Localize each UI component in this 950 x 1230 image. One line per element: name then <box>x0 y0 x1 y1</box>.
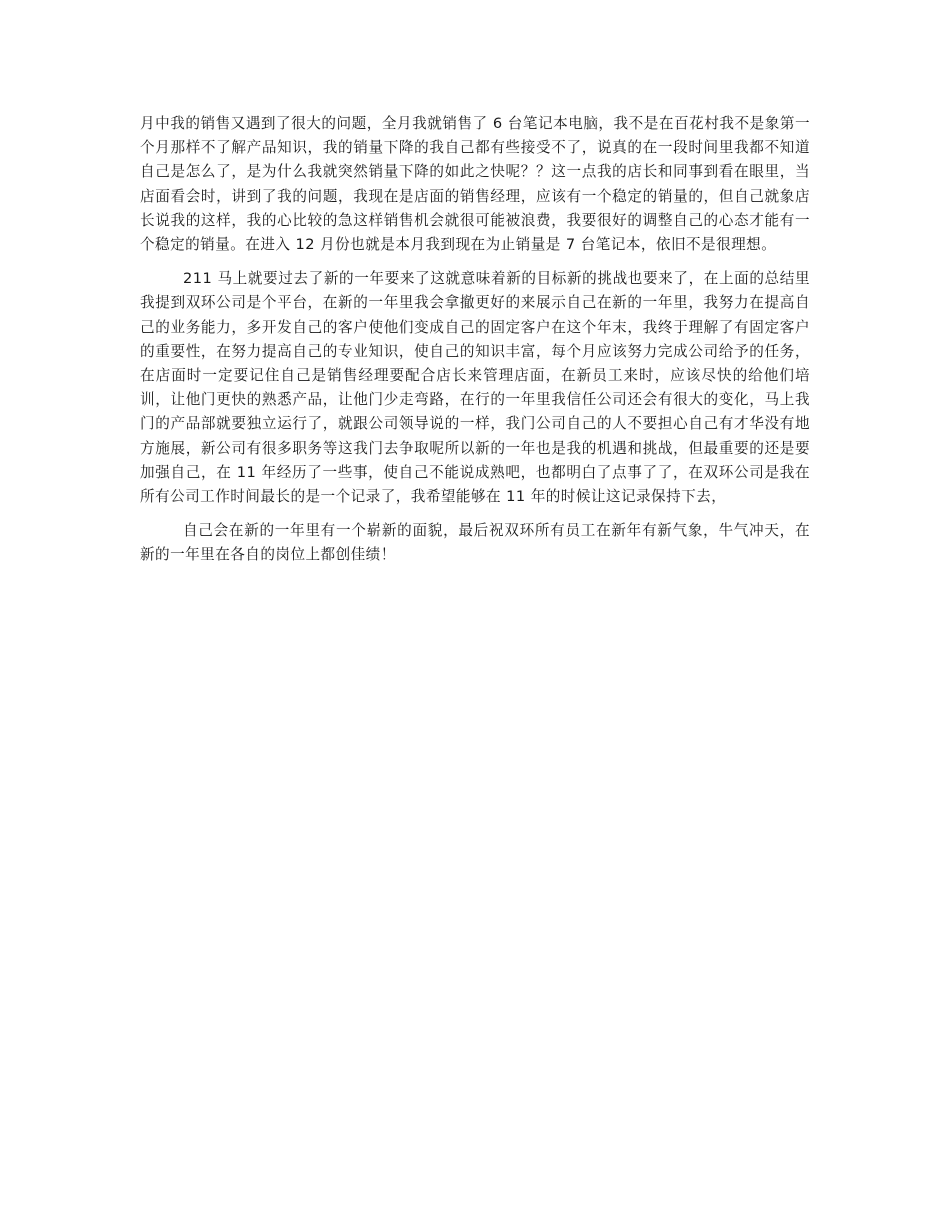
paragraph-1: 月中我的销售又遇到了很大的问题，全月我就销售了 6 台笔记本电脑，我不是在百花村我不是象第一个月那样不了解产品知识，我的销量下降的我自己都有些接受不了，说真的在一段时间里我都不知道自己是怎么了，是为什么我就突然销量下降的如此之快呢？？这一点我的店长和同事到看在眼里，当店面看会时，讲到了我的问题，我现在是店面的销售经理，应该有一个稳定的销量的，但自己就象店长说我的这样，我的心比较的急这样销售机会就很可能被浪费，我要很好的调整自己的心态才能有一个稳定的销量。在进入 12 月份也就是本月我到现在为止销量是 7 台笔记本，依旧不是很理想。 <box>140 115 810 254</box>
paragraph-2: 211 马上就要过去了新的一年要来了这就意味着新的目标新的挑战也要来了，在上面的总结里我提到双环公司是个平台，在新的一年里我会拿撤更好的来展示自己在新的一年里，我努力在提高自己的业务能力，多开发自己的客户使他们变成自己的固定客户在这个年末，我终于理解了有固定客户的重要性，在努力提高自己的专业知识，使自己的知识丰富，每个月应该努力完成公司给予的任务，在店面时一定要记住自己是销售经理要配合店长来管理店面，在新员工来时，应该尽快的给他们培训，让他门更快的熟悉产品，让他门少走弯路，在行的一年里我信任公司还会有很大的变化，马上我门的产品部就要独立运行了，就跟公司领导说的一样，我门公司自己的人不要担心自己有才华没有地方施展，新公司有很多职务等这我门去争取呢所以新的一年也是我的机遇和挑战，但最重要的还是要加强自己，在 11 年经历了一些事，使自己不能说成熟吧，也都明白了点事了了，在双环公司是我在所有公司工作时间最长的是一个记录了，我希望能够在 11 年的时候让这记录保持下去， <box>140 270 810 506</box>
document-body <box>140 112 810 578</box>
paragraph-3: 自己会在新的一年里有一个崭新的面貌，最后祝双环所有员工在新年有新气象，牛气冲天，在新的一年里在各自的岗位上都创佳绩！ <box>140 522 810 564</box>
